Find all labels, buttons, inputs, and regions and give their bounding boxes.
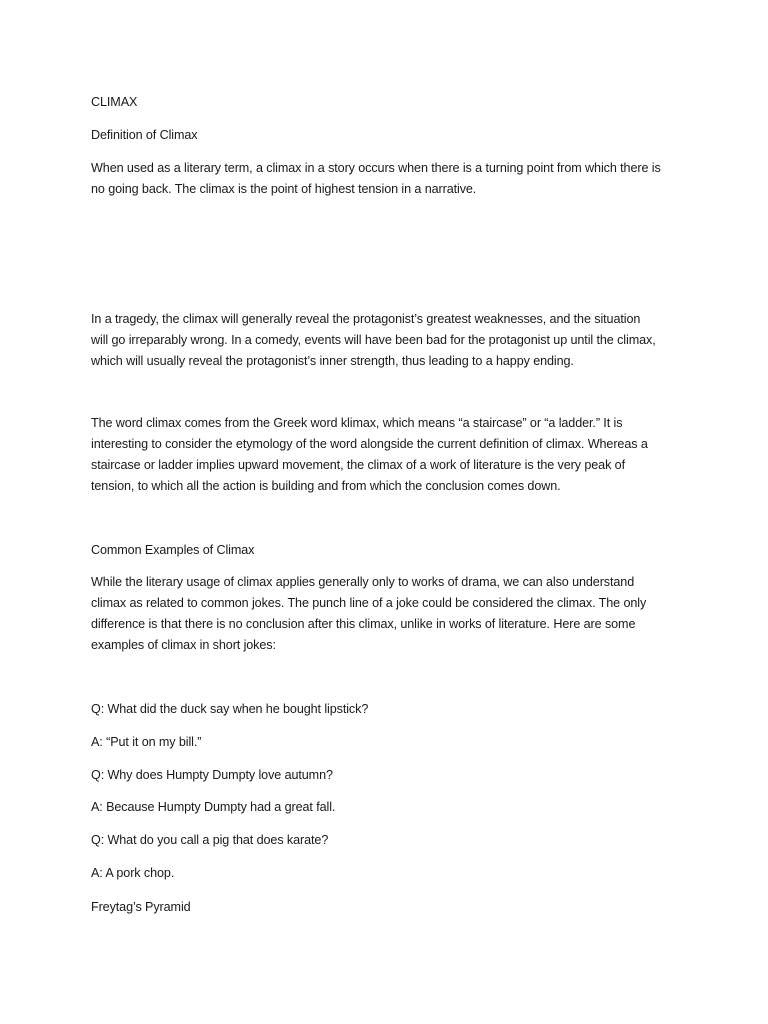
joke-answer: A: “Put it on my bill.” xyxy=(91,735,202,749)
etymology-line: tension, to which all the action is building and from which the conclusion comes down. xyxy=(91,479,561,493)
tragedy-line: will go irreparably wrong. In a comedy, events will have been bad for the protagonist up until the climax, xyxy=(91,333,656,347)
etymology-paragraph xyxy=(91,413,691,497)
etymology-line: The word climax comes from the Greek word klimax, which means “a staircase” or “a ladder.” It is xyxy=(91,416,623,430)
tragedy-paragraph xyxy=(91,309,691,372)
joke-answer: A: Because Humpty Dumpty had a great fall. xyxy=(91,800,336,814)
joke-answer: A: A pork chop. xyxy=(91,866,175,880)
examples-intro-paragraph xyxy=(91,572,691,656)
examples-intro-line: climax as related to common jokes. The punch line of a joke could be considered the climax. The only xyxy=(91,596,647,610)
definition-paragraph xyxy=(91,158,691,200)
definition-line: no going back. The climax is the point of highest tension in a narrative. xyxy=(91,182,477,196)
document-title: CLIMAX xyxy=(91,95,138,109)
tragedy-line: which will usually reveal the protagonist’s inner strength, thus leading to a happy ending. xyxy=(91,354,574,368)
etymology-line: staircase or ladder implies upward movement, the climax of a work of literature is the very peak of xyxy=(91,458,625,472)
joke-question: Q: Why does Humpty Dumpty love autumn? xyxy=(91,768,333,782)
examples-intro-line: difference is that there is no conclusion after this climax, unlike in works of literature. Here are some xyxy=(91,617,636,631)
etymology-line: interesting to consider the etymology of the word alongside the current definition of climax. Whereas a xyxy=(91,437,648,451)
definition-heading: Definition of Climax xyxy=(91,128,198,142)
examples-intro-line: examples of climax in short jokes: xyxy=(91,638,276,652)
definition-line: When used as a literary term, a climax in a story occurs when there is a turning point from which there is xyxy=(91,161,661,175)
tragedy-line: In a tragedy, the climax will generally reveal the protagonist’s greatest weaknesses, and the situation xyxy=(91,312,641,326)
joke-question: Q: What did the duck say when he bought lipstick? xyxy=(91,702,369,716)
joke-question: Q: What do you call a pig that does karate? xyxy=(91,833,329,847)
examples-intro-line: While the literary usage of climax applies generally only to works of drama, we can also understand xyxy=(91,575,635,589)
examples-heading: Common Examples of Climax xyxy=(91,543,255,557)
freytag-heading: Freytag’s Pyramid xyxy=(91,900,191,914)
